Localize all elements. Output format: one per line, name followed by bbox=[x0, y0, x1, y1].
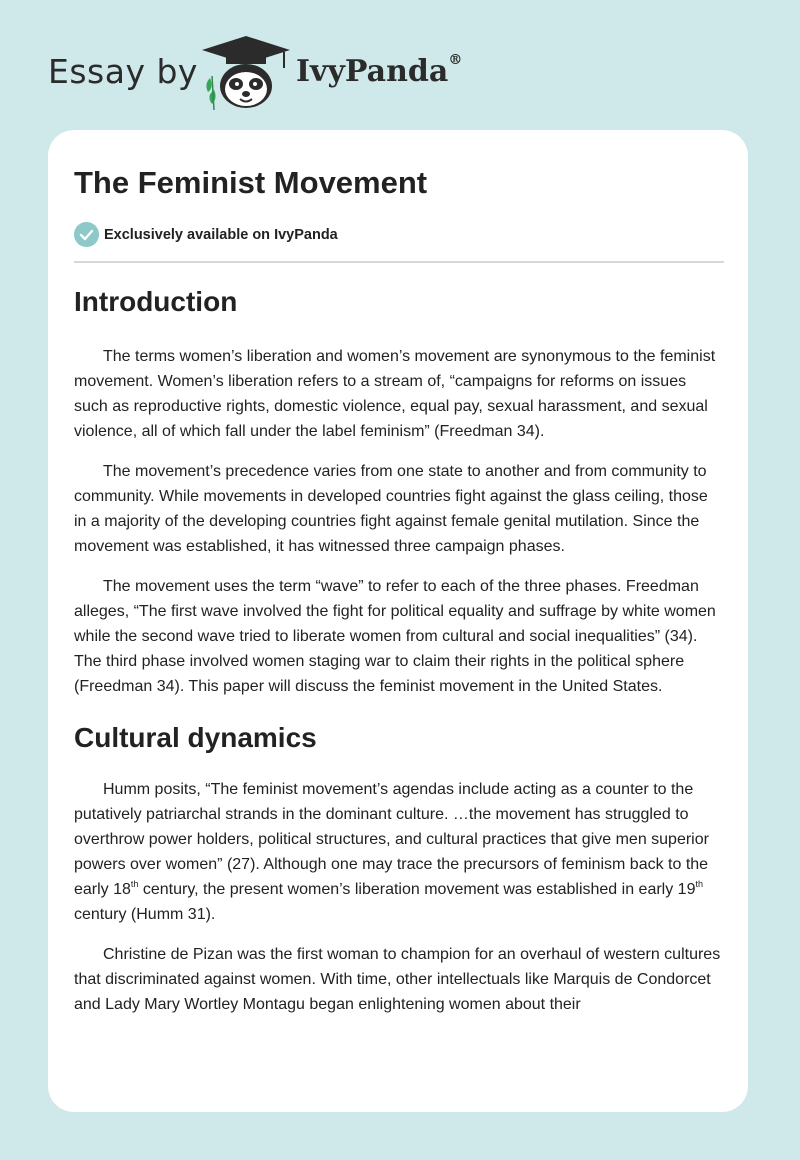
paragraph: The movement uses the term “wave” to refer to each of the three phases. Freedman alleges, “The first wave involved the fight for political equality and suffrage by white women while the second wave tried to liberate women from cultural and social inequalities” (34). The third phase involved women staging war to claim their rights in the political sphere (Freedman 34). This paper will discuss the feminist movement in the United States. bbox=[74, 578, 716, 695]
paragraph: The movement’s precedence varies from one state to another and from community to community. While movements in developed countries fight against the glass ceiling, those in a majority of the developing countries fight against female genital mutilation. Since the movement was established, it has witnessed three campaign phases. bbox=[74, 463, 708, 555]
exclusive-label: Exclusively available on IvyPanda bbox=[104, 226, 338, 243]
section-heading-introduction: Introduction bbox=[74, 286, 238, 317]
section-heading-cultural-dynamics: Cultural dynamics bbox=[74, 722, 317, 753]
exclusive-badge bbox=[74, 222, 338, 247]
paragraph: Humm posits, “The feminist movement’s agendas include acting as a counter to the putatively patriarchal strands in the dominant culture. …the movement has struggled to overthrow power holders, political structures, and cultural practices that give men superior powers over women” (27). Although one may trace the precursors of feminism back to the early 18th century, the present women’s liberation movement was established in early 19th century (Humm 31). bbox=[74, 781, 709, 923]
page-title: The Feminist Movement bbox=[74, 165, 428, 200]
checkmark-icon bbox=[74, 222, 99, 247]
divider bbox=[74, 261, 724, 263]
site-header bbox=[48, 32, 548, 112]
paragraph: Christine de Pizan was the first woman to champion for an overhaul of western cultures that discriminated against women. With time, other intellectuals like Marquis de Condorcet and Lady Mary Wortley Montagu began enlightening women about their bbox=[74, 946, 721, 1013]
essay-card bbox=[48, 130, 748, 1112]
panda-logo-icon[interactable] bbox=[200, 34, 292, 112]
brand-name[interactable]: IvyPanda® bbox=[296, 52, 463, 89]
essay-body bbox=[74, 284, 724, 1032]
paragraph: The terms women’s liberation and women’s movement are synonymous to the feminist movement. Women’s liberation refers to a stream of, “campaigns for reforms on issues such as reproductive rights, domestic violence, equal pay, sexual harassment, and sexual violence, all of which fall under the label feminism” (Freedman 34). bbox=[74, 348, 716, 440]
essay-by-label: Essay by bbox=[48, 52, 198, 91]
